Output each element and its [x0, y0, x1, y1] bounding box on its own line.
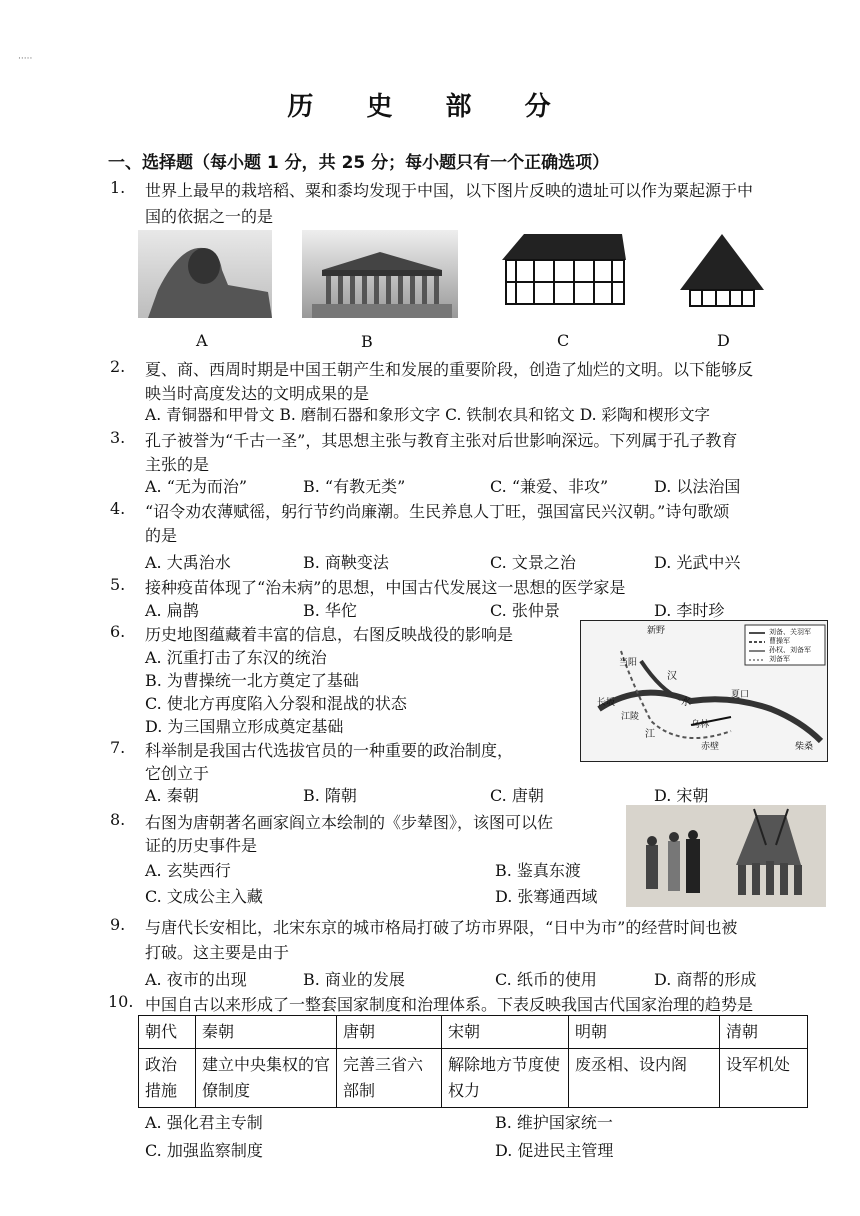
- option-d: D. 为三国鼎立形成奠定基础: [145, 717, 344, 736]
- table-row: [139, 1049, 808, 1108]
- image-label-a: A: [196, 331, 208, 350]
- option-a: A. 强化君主专制: [145, 1113, 263, 1132]
- question-text: 映当时高度发达的文明成果的是: [145, 384, 370, 403]
- question-text: 右图为唐朝著名画家阎立本绘制的《步辇图》，该图可以佐: [145, 813, 554, 832]
- section-heading: 一、选择题（每小题 1 分，共 25 分；每小题只有一个正确选项）: [108, 153, 610, 173]
- option-c: C. “兼爱、非攻”: [490, 477, 609, 496]
- question-number: 5.: [110, 575, 126, 594]
- table-cell: 解除地方节度使权力: [442, 1049, 569, 1108]
- option-c: C. 文景之治: [490, 553, 576, 572]
- question-text: 科举制是我国古代选拔官员的一种重要的政治制度，: [145, 741, 514, 760]
- map-label: 乌林: [691, 720, 710, 730]
- table-cell: 政治措施: [139, 1049, 196, 1108]
- table-header: 明朝: [569, 1016, 720, 1049]
- question-text: 接种疫苗体现了“治未病”的思想，中国古代发展这一思想的医学家是: [145, 578, 626, 597]
- option-d: D. 李时珍: [654, 601, 725, 620]
- question-number: 6.: [110, 622, 126, 641]
- option-a: A. 玄奘西行: [145, 861, 231, 880]
- map-label: 赤壁: [701, 742, 720, 752]
- image-label-c: C: [557, 331, 570, 350]
- option-d: D. 商帮的形成: [654, 970, 757, 989]
- map-label: 汉: [667, 671, 677, 682]
- option-d: D. 张骞通西域: [495, 887, 598, 906]
- question-number: 10.: [108, 992, 134, 1011]
- sphinx-image: [138, 230, 272, 318]
- option-b: B. 商业的发展: [303, 970, 405, 989]
- question-number: 8.: [110, 810, 126, 829]
- map-label: 江陵: [621, 712, 640, 722]
- question-text: 孔子被誉为“千古一圣”，其思想主张与教育主张对后世影响深远。下列属于孔子教育: [145, 431, 738, 450]
- option-b: B. 鉴真东渡: [495, 861, 581, 880]
- option-b: B. 华佗: [303, 601, 357, 620]
- map-label: 水: [681, 697, 691, 708]
- table-header-row: [139, 1016, 808, 1049]
- answer-options: A. 青铜器和甲骨文 B. 磨制石器和象形文字 C. 铁制农具和铭文 D. 彩陶和楔形文字: [145, 406, 710, 424]
- page-title: 历 史 部 分: [287, 92, 573, 122]
- table-header: 秦朝: [196, 1016, 337, 1049]
- option-c: C. 加强监察制度: [145, 1141, 263, 1160]
- corner-note: ·····: [18, 54, 33, 64]
- question-text: 历史地图蕴藏着丰富的信息，右图反映战役的影响是: [145, 625, 514, 644]
- option-c: C. 纸币的使用: [495, 970, 597, 989]
- option-a: A. 秦朝: [145, 786, 199, 805]
- question-text: 国的依据之一的是: [145, 207, 274, 226]
- table-header: 宋朝: [442, 1016, 569, 1049]
- option-a: A. 沉重打击了东汉的统治: [145, 648, 327, 667]
- question-text: 中国自古以来形成了一整套国家制度和治理体系。下表反映我国古代国家治理的趋势是: [145, 995, 754, 1014]
- table-cell: 设军机处: [720, 1049, 808, 1108]
- question-text: 夏、商、西周时期是中国王朝产生和发展的重要阶段，创造了灿烂的文明。以下能够反: [145, 360, 754, 379]
- legend-entry: 刘备、关羽军: [769, 628, 811, 636]
- option-a: A. 夜市的出现: [145, 970, 247, 989]
- rectangular-hut-image: [494, 230, 632, 310]
- question-text: “诏令劝农薄赋徭，躬行节约尚廉潮。生民养息人丁旺，强国富民兴汉朝。”诗句歌颂: [145, 502, 730, 521]
- question-number: 1.: [110, 178, 126, 197]
- option-c: C. 文成公主入藏: [145, 887, 263, 906]
- question-number: 9.: [110, 915, 126, 934]
- option-d: D. 促进民主管理: [495, 1141, 614, 1160]
- legend-entry: 刘备军: [769, 655, 790, 663]
- round-hut-image: [672, 230, 772, 314]
- question-text: 它创立于: [145, 764, 210, 783]
- option-b: B. 为曹操统一北方奠定了基础: [145, 671, 359, 690]
- map-label: 长坂: [597, 698, 616, 708]
- table-header: 清朝: [720, 1016, 808, 1049]
- table-cell: 废丞相、设内阁: [569, 1049, 720, 1108]
- table-cell: 完善三省六部制: [337, 1049, 442, 1108]
- question-text: 世界上最早的栽培稻、粟和黍均发现于中国，以下图片反映的遗址可以作为粟起源于中: [145, 181, 754, 200]
- map-label: 夏口: [731, 690, 750, 700]
- option-c: C. 使北方再度陷入分裂和混战的状态: [145, 694, 407, 713]
- question-text: 主张的是: [145, 455, 210, 474]
- option-a: A. 大禹治水: [145, 553, 231, 572]
- option-c: C. 唐朝: [490, 786, 544, 805]
- map-label: 新野: [647, 626, 666, 636]
- question-text: 打破。这主要是由于: [145, 943, 290, 962]
- question-text: 与唐代长安相比，北宋东京的城市格局打破了坊市界限，“日中为市”的经营时间也被: [145, 918, 738, 937]
- map-label: 柴桑: [795, 742, 814, 752]
- option-a: A. 扁鹊: [145, 601, 199, 620]
- question-number: 7.: [110, 738, 126, 757]
- legend-entry: 孙权、刘备军: [769, 646, 811, 654]
- legend-entry: 曹操军: [769, 637, 790, 645]
- parthenon-image: [302, 230, 458, 318]
- question-text: 证的历史事件是: [145, 836, 258, 855]
- battle-map: [580, 620, 828, 762]
- image-label-d: D: [717, 331, 730, 350]
- question-text: 的是: [145, 526, 178, 545]
- question-number: 3.: [110, 428, 126, 447]
- map-label: 当阳: [619, 658, 638, 668]
- table-header: 唐朝: [337, 1016, 442, 1049]
- map-label: 江: [645, 729, 655, 740]
- governance-table: [138, 1015, 808, 1108]
- option-a: A. “无为而治”: [145, 477, 248, 496]
- option-d: D. 光武中兴: [654, 553, 741, 572]
- option-b: B. “有教无类”: [303, 477, 406, 496]
- option-b: B. 商鞅变法: [303, 553, 389, 572]
- question-number: 2.: [110, 357, 126, 376]
- option-d: D. 以法治国: [654, 477, 741, 496]
- image-label-b: B: [361, 332, 373, 351]
- option-c: C. 张仲景: [490, 601, 560, 620]
- table-header: 朝代: [139, 1016, 196, 1049]
- bunian-painting-image: [626, 805, 826, 907]
- table-cell: 建立中央集权的官僚制度: [196, 1049, 337, 1108]
- question-number: 4.: [110, 499, 126, 518]
- option-b: B. 维护国家统一: [495, 1113, 613, 1132]
- option-d: D. 宋朝: [654, 786, 709, 805]
- option-b: B. 隋朝: [303, 786, 357, 805]
